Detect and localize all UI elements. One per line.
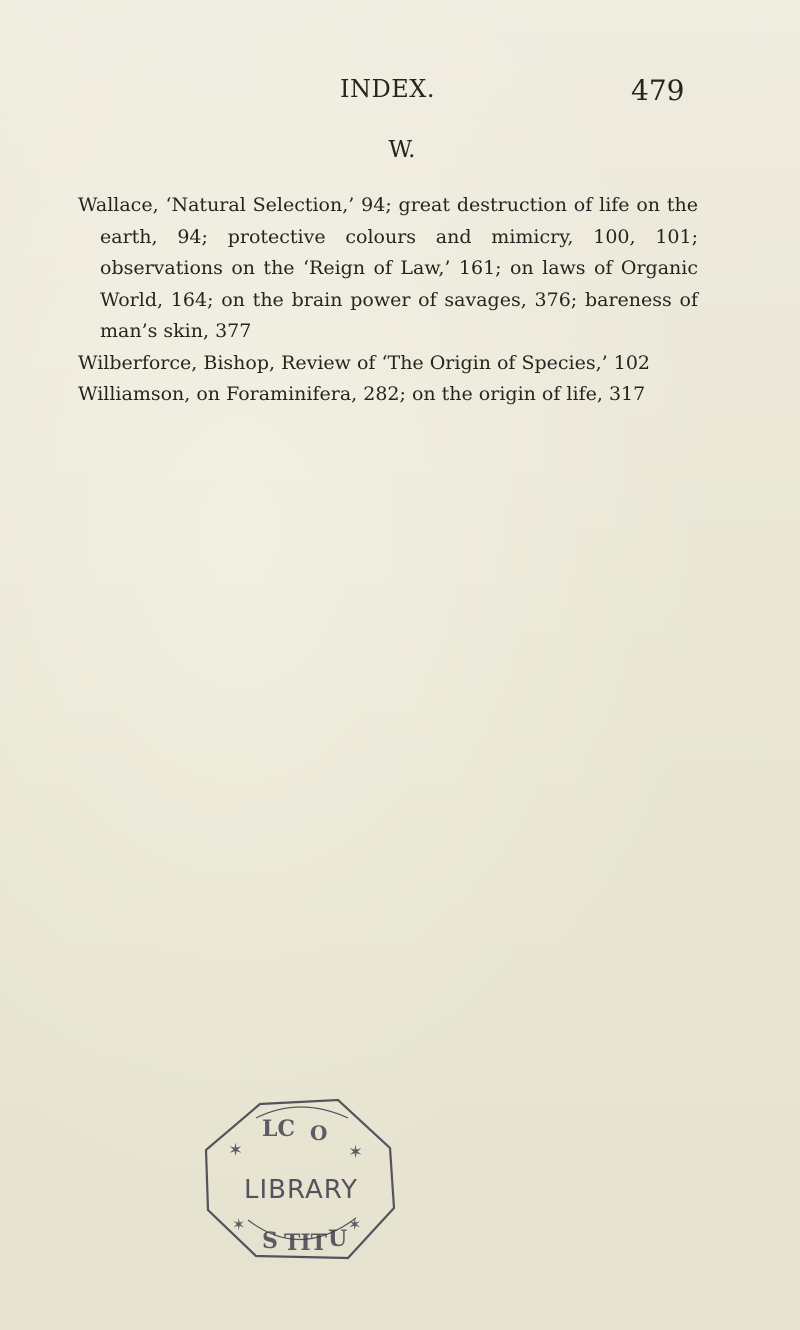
svg-text:TIT: TIT (284, 1230, 328, 1256)
running-header-title: INDEX. (340, 75, 435, 103)
section-heading: W. (388, 137, 416, 163)
index-entry-wilberforce: Wilberforce, Bishop, Review of ‘The Origin of Species,’ 102 (78, 351, 650, 374)
svg-text:S: S (262, 1228, 278, 1254)
index-entry-williamson: Williamson, on Foraminifera, 282; on the origin of life, 317 (78, 383, 646, 405)
svg-text:✶: ✶ (232, 1215, 246, 1234)
index-entry-wallace: Wallace, ‘Natural Selection,’ 94; great destruction of life on the earth, 94; protective colours and mimicry, 100, 101; observations on the ‘Reign of Law,’ 161; on laws of Organic World, 164; on the brain power of savages, 376; bareness of man’s skin, 377 (78, 194, 698, 342)
library-stamp (198, 1090, 404, 1266)
index-entries (78, 190, 698, 411)
svg-text:U: U (328, 1226, 348, 1252)
library-stamp-graphic (198, 1090, 404, 1266)
svg-text:LC: LC (262, 1116, 295, 1142)
page-number: 479 (631, 74, 685, 107)
stamp-label: LIBRARY (243, 1175, 359, 1205)
svg-text:✶: ✶ (348, 1142, 364, 1163)
svg-text:✶: ✶ (348, 1215, 362, 1234)
svg-text:✶: ✶ (228, 1140, 244, 1161)
svg-text:O: O (310, 1121, 328, 1145)
